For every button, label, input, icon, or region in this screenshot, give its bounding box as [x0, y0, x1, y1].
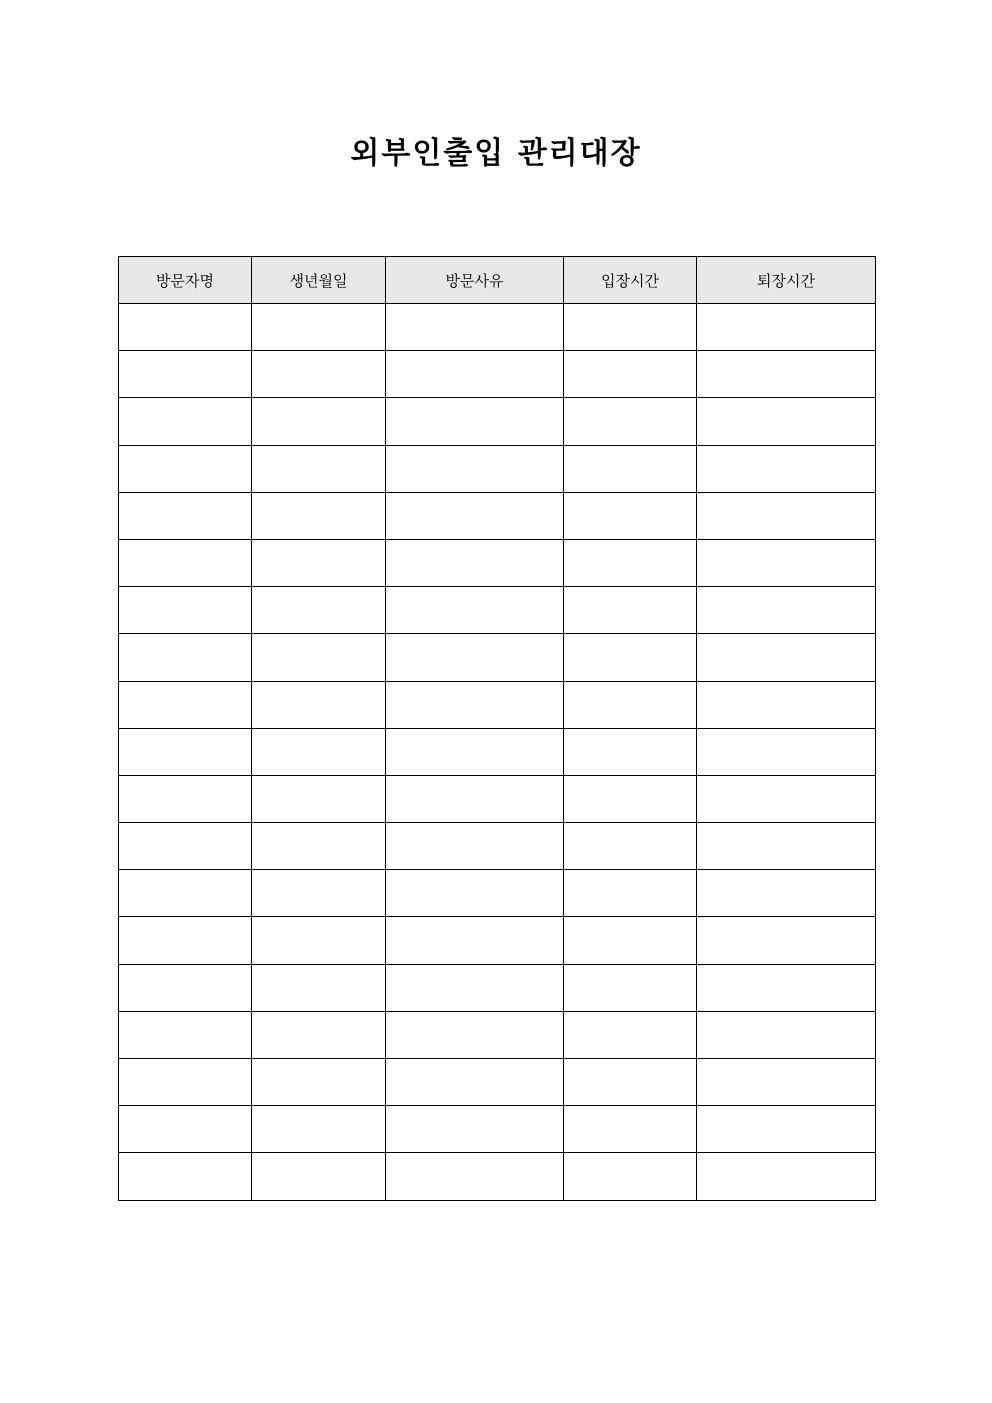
cell-exit-time[interactable] — [697, 917, 876, 964]
cell-entry-time[interactable] — [564, 445, 697, 492]
cell-entry-time[interactable] — [564, 823, 697, 870]
cell-entry-time[interactable] — [564, 917, 697, 964]
table-row — [119, 492, 876, 539]
cell-exit-time[interactable] — [697, 492, 876, 539]
cell-birth-date[interactable] — [252, 917, 386, 964]
cell-entry-time[interactable] — [564, 1153, 697, 1200]
cell-entry-time[interactable] — [564, 870, 697, 917]
cell-visitor-name[interactable] — [119, 351, 252, 398]
column-header-visit-reason: 방문사유 — [386, 257, 564, 304]
cell-visitor-name[interactable] — [119, 1059, 252, 1106]
cell-birth-date[interactable] — [252, 634, 386, 681]
cell-birth-date[interactable] — [252, 1106, 386, 1153]
cell-birth-date[interactable] — [252, 492, 386, 539]
cell-visitor-name[interactable] — [119, 1011, 252, 1058]
cell-exit-time[interactable] — [697, 728, 876, 775]
cell-entry-time[interactable] — [564, 634, 697, 681]
column-header-visitor-name: 방문자명 — [119, 257, 252, 304]
cell-visitor-name[interactable] — [119, 681, 252, 728]
cell-birth-date[interactable] — [252, 823, 386, 870]
table-row — [119, 1153, 876, 1200]
cell-entry-time[interactable] — [564, 1059, 697, 1106]
cell-visit-reason[interactable] — [386, 492, 564, 539]
cell-entry-time[interactable] — [564, 492, 697, 539]
cell-entry-time[interactable] — [564, 587, 697, 634]
table-row — [119, 823, 876, 870]
cell-visit-reason[interactable] — [386, 917, 564, 964]
table-row — [119, 964, 876, 1011]
cell-exit-time[interactable] — [697, 304, 876, 351]
table-body — [119, 304, 876, 1201]
cell-birth-date[interactable] — [252, 775, 386, 822]
document-title: 외부인출입 관리대장 — [350, 136, 642, 171]
cell-exit-time[interactable] — [697, 539, 876, 586]
cell-visitor-name[interactable] — [119, 539, 252, 586]
cell-entry-time[interactable] — [564, 728, 697, 775]
cell-exit-time[interactable] — [697, 681, 876, 728]
cell-visit-reason[interactable] — [386, 398, 564, 445]
cell-visit-reason[interactable] — [386, 681, 564, 728]
cell-birth-date[interactable] — [252, 1059, 386, 1106]
table-row — [119, 775, 876, 822]
cell-visit-reason[interactable] — [386, 445, 564, 492]
cell-visitor-name[interactable] — [119, 398, 252, 445]
table-row — [119, 445, 876, 492]
cell-birth-date[interactable] — [252, 398, 386, 445]
cell-birth-date[interactable] — [252, 304, 386, 351]
cell-exit-time[interactable] — [697, 1011, 876, 1058]
table-header-row — [119, 257, 876, 304]
cell-visitor-name[interactable] — [119, 1153, 252, 1200]
cell-exit-time[interactable] — [697, 351, 876, 398]
cell-birth-date[interactable] — [252, 1011, 386, 1058]
cell-visitor-name[interactable] — [119, 634, 252, 681]
cell-entry-time[interactable] — [564, 1106, 697, 1153]
cell-visit-reason[interactable] — [386, 964, 564, 1011]
cell-birth-date[interactable] — [252, 351, 386, 398]
cell-visit-reason[interactable] — [386, 634, 564, 681]
visitor-log-table — [118, 256, 876, 1201]
cell-birth-date[interactable] — [252, 445, 386, 492]
table-row — [119, 1106, 876, 1153]
table-row — [119, 587, 876, 634]
cell-visit-reason[interactable] — [386, 351, 564, 398]
cell-exit-time[interactable] — [697, 775, 876, 822]
cell-exit-time[interactable] — [697, 823, 876, 870]
cell-entry-time[interactable] — [564, 964, 697, 1011]
table-row — [119, 870, 876, 917]
cell-exit-time[interactable] — [697, 398, 876, 445]
cell-visitor-name[interactable] — [119, 304, 252, 351]
cell-visit-reason[interactable] — [386, 1106, 564, 1153]
cell-exit-time[interactable] — [697, 1059, 876, 1106]
cell-visitor-name[interactable] — [119, 775, 252, 822]
cell-entry-time[interactable] — [564, 539, 697, 586]
cell-birth-date[interactable] — [252, 870, 386, 917]
cell-visitor-name[interactable] — [119, 587, 252, 634]
cell-birth-date[interactable] — [252, 1153, 386, 1200]
cell-visit-reason[interactable] — [386, 304, 564, 351]
cell-visit-reason[interactable] — [386, 1011, 564, 1058]
cell-visit-reason[interactable] — [386, 539, 564, 586]
cell-exit-time[interactable] — [697, 445, 876, 492]
cell-birth-date[interactable] — [252, 728, 386, 775]
column-header-birth-date: 생년월일 — [252, 257, 386, 304]
cell-exit-time[interactable] — [697, 1153, 876, 1200]
cell-birth-date[interactable] — [252, 539, 386, 586]
table-row — [119, 681, 876, 728]
cell-entry-time[interactable] — [564, 1011, 697, 1058]
table-row — [119, 1059, 876, 1106]
table-row — [119, 539, 876, 586]
cell-visitor-name[interactable] — [119, 492, 252, 539]
cell-visit-reason[interactable] — [386, 1153, 564, 1200]
cell-visitor-name[interactable] — [119, 870, 252, 917]
cell-birth-date[interactable] — [252, 681, 386, 728]
cell-visitor-name[interactable] — [119, 728, 252, 775]
cell-visit-reason[interactable] — [386, 1059, 564, 1106]
cell-visit-reason[interactable] — [386, 823, 564, 870]
table-row — [119, 634, 876, 681]
table-row — [119, 917, 876, 964]
cell-exit-time[interactable] — [697, 634, 876, 681]
cell-visitor-name[interactable] — [119, 823, 252, 870]
table-row — [119, 351, 876, 398]
cell-entry-time[interactable] — [564, 304, 697, 351]
cell-visit-reason[interactable] — [386, 728, 564, 775]
column-header-exit-time: 퇴장시간 — [697, 257, 876, 304]
cell-birth-date[interactable] — [252, 964, 386, 1011]
table-row — [119, 728, 876, 775]
cell-visit-reason[interactable] — [386, 775, 564, 822]
cell-exit-time[interactable] — [697, 964, 876, 1011]
cell-entry-time[interactable] — [564, 398, 697, 445]
column-header-entry-time: 입장시간 — [564, 257, 697, 304]
cell-exit-time[interactable] — [697, 870, 876, 917]
cell-exit-time[interactable] — [697, 587, 876, 634]
cell-entry-time[interactable] — [564, 351, 697, 398]
cell-visitor-name[interactable] — [119, 964, 252, 1011]
cell-entry-time[interactable] — [564, 775, 697, 822]
cell-entry-time[interactable] — [564, 681, 697, 728]
cell-exit-time[interactable] — [697, 1106, 876, 1153]
table-row — [119, 1011, 876, 1058]
cell-visitor-name[interactable] — [119, 917, 252, 964]
table-row — [119, 304, 876, 351]
table-row — [119, 398, 876, 445]
cell-visitor-name[interactable] — [119, 445, 252, 492]
cell-visit-reason[interactable] — [386, 870, 564, 917]
cell-visit-reason[interactable] — [386, 587, 564, 634]
cell-visitor-name[interactable] — [119, 1106, 252, 1153]
cell-birth-date[interactable] — [252, 587, 386, 634]
